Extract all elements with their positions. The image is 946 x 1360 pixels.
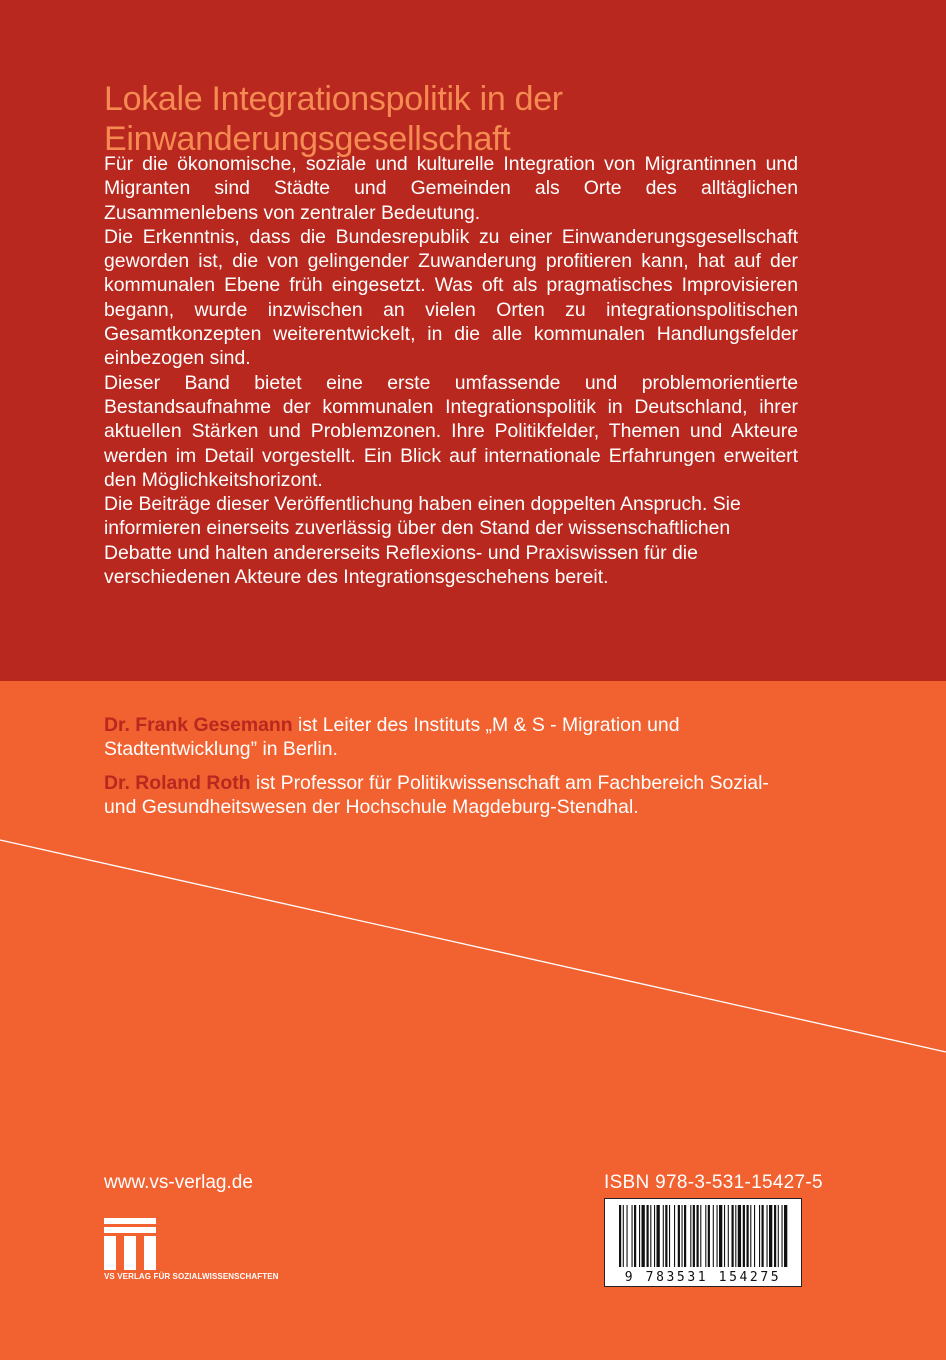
book-blurb (104, 152, 798, 589)
author-bios (104, 713, 804, 828)
barcode-digits: 9 783531 154275 (624, 1270, 782, 1285)
blurb-paragraph: Die Erkenntnis, dass die Bundesrepublik zu einer Einwanderungsgesellschaft geworden ist, die von gelingender Zuwanderung profitieren kann, hat auf der kommunalen Ebene früh eingesetzt. Was oft als pragmatisches Improvisieren begann, wurde inzwischen an vielen Orten zu integrationspolitischen Gesamtkonzepten weiterentwickelt, in die alle kommunalen Handlungsfelder einbezogen sind. (104, 225, 798, 370)
author-name: Dr. Roland Roth (104, 771, 251, 794)
publisher-logo-text: VS VERLAG FÜR SOZIALWISSENSCHAFTEN (104, 1272, 279, 1281)
blurb-paragraph: Die Beiträge dieser Veröffentlichung haben einen doppelten Anspruch. Sie informieren einerseits zuverlässig über den Stand der wissenschaftlichen Debatte und halten andererseits Reflexions- und Praxiswissen für die verschiedenen Akteure des Integrationsgeschehens bereit. (104, 493, 741, 589)
author-bio (104, 771, 804, 820)
publisher-url[interactable]: www.vs-verlag.de (104, 1172, 253, 1193)
author-description: ist Professor für Politikwissenschaft am Fachbereich Sozial- und Gesundheitswesen der Hochschule Magdeburg-Stendhal. (104, 771, 769, 818)
isbn-barcode (604, 1198, 802, 1287)
author-bio (104, 713, 804, 762)
blurb-paragraph: Dieser Band bietet eine erste umfassende und problemorientierte Bestandsaufnahme der kommunalen Integrationspolitik in Deutschland, ihrer aktuellen Stärken und Problemzonen. Ihre Politikfelder, Themen und Akteure werden im Detail vorgestellt. Ein Blick auf internationale Erfahrungen erweitert den Möglichkeitshorizont. (104, 371, 798, 491)
book-title-line2: Einwanderungsgesellschaft (104, 119, 511, 158)
blurb-paragraph: Für die ökonomische, soziale und kulturelle Integration von Migrantinnen und Migranten sind Städte und Gemeinden als Orte des alltäglichen Zusammenlebens von zentraler Bedeutung. (104, 153, 798, 224)
author-name: Dr. Frank Gesemann (104, 714, 293, 736)
author-description: ist Leiter des Instituts „M & S - Migration und Stadtentwicklung” in Berlin. (104, 714, 680, 761)
book-title (104, 79, 864, 159)
isbn-label: ISBN 978-3-531-15427-5 (604, 1172, 823, 1193)
book-title-line1: Lokale Integrationspolitik in der (104, 79, 563, 118)
